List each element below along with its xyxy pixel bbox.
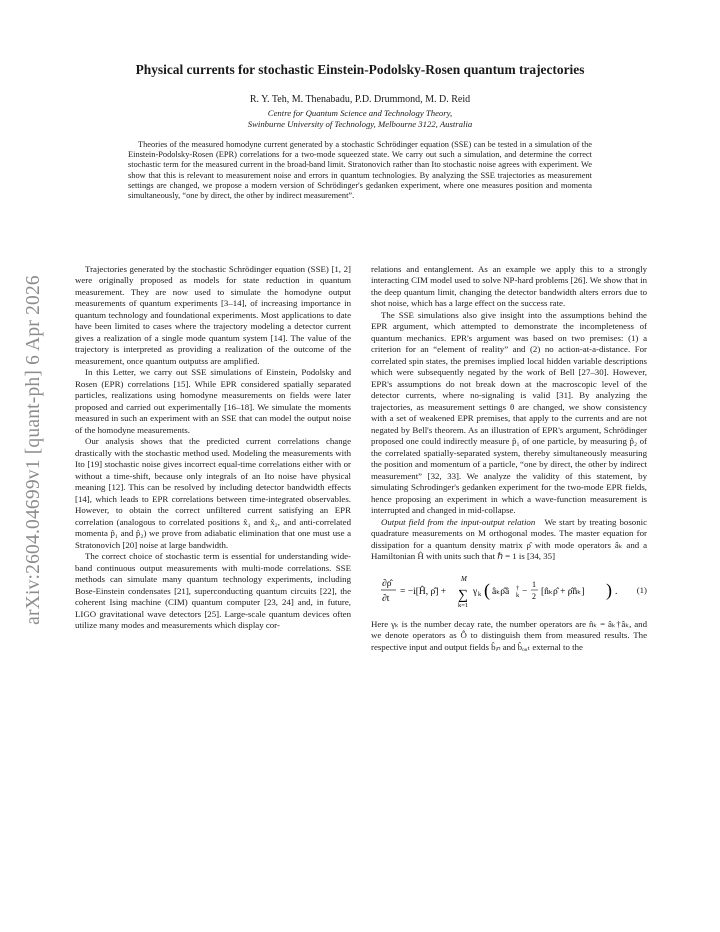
section-paragraph	[371, 517, 647, 563]
svg-text:∂t: ∂t	[382, 593, 390, 604]
svg-text:k: k	[478, 590, 482, 598]
svg-text:1: 1	[532, 579, 536, 589]
svg-text:[n̂ₖρ̂ + ρ̂n̂ₖ]: [n̂ₖρ̂ + ρ̂n̂ₖ]	[541, 586, 585, 597]
paragraph: Trajectories generated by the stochastic Schrödinger equation (SSE) [1, 2] were originally proposed as models for state reduction in quantum measurement. They are now used to simulate the homodyne output measurements of quantum experiments [3–14], of increasing importance in quantum technology and foundational experiments. Most applications to date have been limited to cases where the trajectory modeling a detector current gives a realization of a single mode quantum system [14]. The value of the trajectory is interpreted as providing a realization of the outcome of the measurement, once quantum outputss are amplified.	[75, 264, 351, 366]
left-column	[75, 264, 351, 632]
author-list: R. Y. Teh, M. Thenabadu, P.D. Drummond, M. D. Reid	[249, 94, 471, 105]
svg-text:−: −	[522, 586, 528, 597]
svg-text:†: †	[516, 584, 520, 592]
svg-text:M: M	[461, 574, 467, 583]
svg-text:(: (	[484, 579, 490, 600]
paragraph: Our analysis shows that the predicted current correlations change drastically with the stochastic method used. Modeling the measurements with Ito [19] stochastic noise gives incorrect equal-time correlations either with or without a time-shift, because only integrals of an Ito noise have physical meaning [12]. This can be resolved by including detector bandwidth effects [14], which leads to EPR correlations between time-integrated observables. However, to obtain the correct unfiltered current satisfying an EPR correlation (analogous to correlated positions x̂₁ and x̂₂, and anti-correlated momenta p̂₁ and p̂₂) we prove from adiabatic elimination that one must use a Stratonovich [20] noise at large bandwidth.	[75, 436, 351, 550]
paragraph: Here γₖ is the number decay rate, the number operators are n̂ₖ = âₖ†âₖ, and we denote operators as Ô to distinguish them from measured results. The respective input and output fields b̂ᵢₙ and b̂ₒᵤₜ external to the	[371, 618, 647, 652]
arxiv-identifier-text: arXiv:2604.04699v1 [quant-ph] 6 Apr 2026	[23, 275, 44, 625]
paragraph: The SSE simulations also give insight into the assumptions behind the EPR argument, which attempted to demonstrate the incompleteness of quantum mechanics. EPR's argument was based on two premises: (1) a criterion for an “element of reality” and (2) no action-at-a-distance. For correlated spin states, the premises implied local hidden variable descriptions which were subsequently negated by the work of Bell [27–30]. However, EPR's assumptions do not break down at the macroscopic level of the detector currents, where no-signaling is valid [31]. By analyzing the trajectories, as measurement settings θ are changed, we show consistency with a set of weakened EPR premises, that apply to the currents and are not negated by Bell's theorem. As an illustration of EPR's argument, Schrödinger proposed one could indirectly measure p̂₁ of one particle, by measuring p̂₂ of the correlated spatially-separated system, thereby simultaneously measuring the position and momentum of a particle, “one by direct, the other by indirect measurement” [32, 33]. We analyze the validity of this statement, by simulating Schrodinger's gedanken experiment for the two-mode EPR fields, hence proposing an experiment in which a wave-function measurement is interrupted and changed in mid-collapse.	[371, 309, 647, 516]
master-equation	[381, 572, 647, 610]
arxiv-identifier-stamp	[14, 250, 54, 650]
abstract: Theories of the measured homodyne current generated by a stochastic Schrödinger equation (SSE) can be tested in a simulation of the Einstein-Podolsky-Rosen (EPR) correlations for a two-mode squeezed state. We carry out such a simulation, and determine the correct stochastic term for the measured current in the broad-band limit. Stratonovich rather than Ito stochastic noise agrees with experiment. We show that this is relevant to measurement noise and errors in quantum technologies. By analyzing the SSE trajectories as measurement settings are changed, we propose a modern version of Schrödinger's gedanken experiment, where one measures position and momenta simultaneously, “one by direct, the other by indirect measurement”.	[128, 140, 592, 201]
affiliation-line-1: Centre for Quantum Science and Technology Theory,	[267, 108, 453, 118]
affiliation-line-2: Swinburne University of Technology, Melbourne 3122, Australia	[247, 119, 473, 129]
svg-text:∑: ∑	[458, 587, 468, 603]
svg-text:.: .	[615, 586, 618, 597]
paragraph: In this Letter, we carry out SSE simulations of Einstein, Podolsky and Rosen (EPR) correlations [15]. While EPR considered spatially separated particles, realizations using homodyne measurements on fields were later proposed and carried out experimentally [16–18]. We simulate the moments measured in such an experiment with an SSE that can model the output noise of the homodyne measurements.	[75, 367, 351, 435]
master-equation-formula	[381, 572, 627, 610]
paragraph: relations and entanglement. As an example we apply this to a strongly interacting CIM model used to solve NP-hard problems [26]. We show that in the deep quantum limit, changing the detector bandwidth alters errors due to shot noise, which has a large effect on the success rate.	[371, 264, 647, 309]
section-heading: Output field from the input-output relation	[381, 516, 536, 527]
svg-text:k=1: k=1	[458, 601, 469, 609]
paragraph: The correct choice of stochastic term is essential for understanding wide-band continuous output measurements with multi-mode correlations. SSE methods can simulate many quantum technology experiments, including Bose-Einstein condensates [21], superconducting quantum circuits [22], the coherent Ising machine (CIM) quantum computer [23, 24] and, in future, LIGO gravitational wave detectors [25]. Large-scale quantum devices often utilize many modes and measurements which display cor-	[75, 551, 351, 631]
paper-title: Physical currents for stochastic Einstein-Podolsky-Rosen quantum trajectories	[135, 62, 585, 77]
svg-text:∂ρ̂: ∂ρ̂	[382, 578, 392, 589]
svg-text:2: 2	[532, 591, 536, 601]
svg-text:âₖρ̂â: âₖρ̂â	[492, 586, 510, 597]
right-column	[371, 264, 647, 653]
svg-text:γ: γ	[473, 586, 478, 597]
svg-text:= −i[Ĥ, ρ̂] +: = −i[Ĥ, ρ̂] +	[400, 586, 447, 597]
svg-text:): )	[606, 579, 612, 600]
equation-number: (1)	[636, 584, 647, 595]
section-text: We start by treating bosonic quadrature measurements on M orthogonal modes. The master equation for dissipation for a quantum density matrix ρ̂ with mode operators âₖ and a Hamiltonian Ĥ with units such that ℏ = 1 is [34, 35]	[371, 516, 648, 562]
svg-text:k: k	[516, 591, 520, 599]
